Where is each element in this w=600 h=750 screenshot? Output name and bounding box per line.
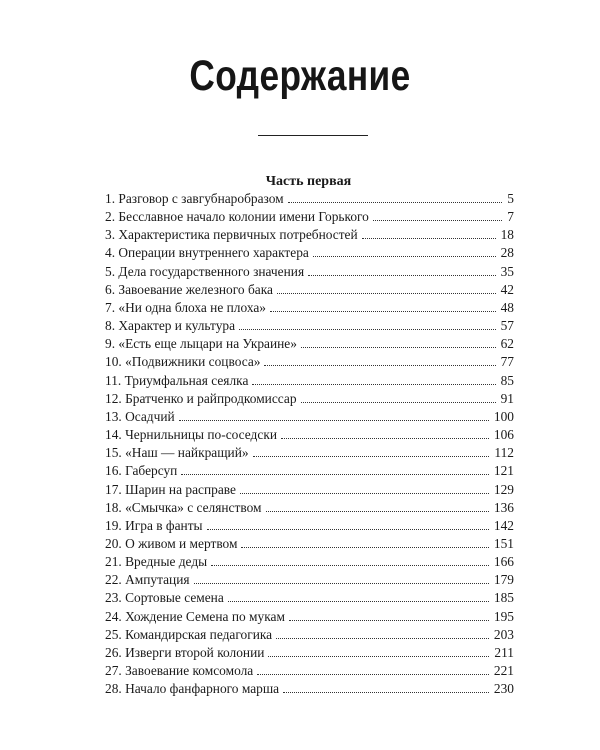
toc-entry-page: 106 [493, 427, 514, 443]
toc-entry-title: 7. «Ни одна блоха не плоха» [105, 299, 267, 315]
toc-entry-page: 121 [493, 463, 514, 479]
toc-dot-leader [308, 275, 496, 276]
toc-dot-leader [194, 583, 489, 584]
toc-entry-page: 151 [493, 535, 514, 551]
toc-entry-title: 27. Завоевание комсомола [105, 663, 254, 679]
toc-dot-leader [211, 565, 489, 566]
toc-entry-page: 166 [493, 554, 514, 570]
toc-dot-leader [288, 202, 503, 203]
toc-entry-page: 7 [507, 209, 514, 225]
toc-entry-title: 13. Осадчий [105, 408, 175, 424]
toc-dot-leader [289, 620, 489, 621]
toc-entry-title: 19. Игра в фанты [105, 517, 203, 533]
toc-entry [105, 444, 514, 462]
toc-entry-title: 25. Командирская педагогика [105, 626, 273, 642]
toc-entry-page: 112 [494, 445, 514, 461]
toc-entry [105, 208, 514, 226]
toc-entry [105, 608, 514, 626]
toc-entry-page: 85 [500, 372, 514, 388]
toc-dot-leader [362, 238, 496, 239]
toc-entry-title: 3. Характеристика первичных потребностей [105, 227, 358, 243]
toc-entry [105, 589, 514, 607]
toc-dot-leader [253, 456, 490, 457]
toc-entry-page: 129 [493, 481, 514, 497]
toc-entry-title: 9. «Есть еще лыцари на Украине» [105, 336, 297, 352]
toc-entry [105, 535, 514, 553]
toc-entry [105, 372, 514, 390]
toc-entry [105, 481, 514, 499]
toc-entry-title: 14. Чернильницы по-соседски [105, 427, 277, 443]
toc-entry-page: 195 [493, 608, 514, 624]
toc-entry [105, 517, 514, 535]
toc-dot-leader [281, 438, 489, 439]
title-divider [258, 135, 368, 136]
toc-entry-title: 23. Сортовые семена [105, 590, 224, 606]
toc-entry-title: 15. «Наш — найкращий» [105, 445, 249, 461]
toc-entry [105, 299, 514, 317]
toc-entry [105, 317, 514, 335]
toc-dot-leader [301, 402, 496, 403]
toc-entry-page: 57 [500, 318, 514, 334]
toc-entry-title: 8. Характер и культура [105, 318, 236, 334]
toc-entry-title: 2. Бесславное начало колонии имени Горького [105, 209, 369, 225]
toc-entry [105, 662, 514, 680]
toc-entry-page: 136 [493, 499, 514, 515]
toc-entry-title: 24. Хождение Семена по мукам [105, 608, 285, 624]
toc-entry-page: 62 [500, 336, 514, 352]
toc-entry [105, 190, 514, 208]
toc-dot-leader [252, 384, 495, 385]
toc-entry-page: 221 [493, 663, 514, 679]
toc-entry [105, 499, 514, 517]
toc-entry [105, 353, 514, 371]
toc-dot-leader [228, 601, 489, 602]
toc-entry-page: 100 [493, 408, 514, 424]
toc-entry-page: 230 [493, 681, 514, 697]
toc-entry [105, 244, 514, 262]
page-title: Содержание [189, 52, 411, 100]
toc-dot-leader [241, 547, 488, 548]
toc-dot-leader [239, 329, 496, 330]
toc-dot-leader [313, 256, 496, 257]
toc-dot-leader [179, 420, 489, 421]
toc-dot-leader [266, 511, 489, 512]
toc-entry [105, 226, 514, 244]
toc-entry-title: 12. Братченко и райпродкомиссар [105, 390, 297, 406]
toc-entry [105, 644, 514, 662]
toc-dot-leader [240, 493, 489, 494]
toc-entry-title: 18. «Смычка» с селянством [105, 499, 262, 515]
toc-entry-title: 20. О живом и мертвом [105, 535, 238, 551]
toc-dot-leader [276, 638, 489, 639]
toc-entry-title: 1. Разговор с завгубнаробразом [105, 191, 284, 206]
toc-entry [105, 390, 514, 408]
toc-entry [105, 408, 514, 426]
table-of-contents [105, 190, 514, 698]
toc-entry [105, 680, 514, 698]
toc-entry [105, 462, 514, 480]
toc-dot-leader [277, 293, 496, 294]
toc-dot-leader [264, 365, 495, 366]
toc-entry-title: 11. Триумфальная сеялка [105, 372, 249, 388]
toc-entry-page: 142 [493, 517, 514, 533]
toc-dot-leader [373, 220, 502, 221]
part-heading: Часть первая [265, 174, 352, 189]
toc-entry-title: 26. Изверги второй колонии [105, 644, 265, 660]
toc-entry-page: 203 [493, 626, 514, 642]
toc-entry [105, 626, 514, 644]
toc-entry-page: 42 [500, 281, 514, 297]
toc-dot-leader [268, 656, 489, 657]
toc-entry-page: 179 [493, 572, 514, 588]
toc-entry-title: 17. Шарин на расправе [105, 481, 236, 497]
toc-entry-page: 77 [500, 354, 514, 370]
toc-entry [105, 553, 514, 571]
toc-entry-page: 91 [500, 390, 514, 406]
toc-entry-page: 28 [500, 245, 514, 261]
toc-dot-leader [207, 529, 489, 530]
toc-dot-leader [283, 692, 489, 693]
toc-entry-page: 35 [500, 263, 514, 279]
toc-entry-title: 10. «Подвижники соцвоса» [105, 354, 261, 370]
toc-dot-leader [301, 347, 496, 348]
toc-entry-title: 22. Ампутация [105, 572, 190, 588]
toc-entry [105, 426, 514, 444]
toc-dot-leader [270, 311, 496, 312]
toc-dot-leader [257, 674, 489, 675]
toc-entry-page: 18 [500, 227, 514, 243]
toc-entry-title: 28. Начало фанфарного марша [105, 681, 280, 697]
toc-entry-page: 48 [500, 299, 514, 315]
toc-entry-title: 21. Вредные деды [105, 554, 208, 570]
toc-entry [105, 335, 514, 353]
toc-entry [105, 281, 514, 299]
toc-entry-title: 16. Габерсуп [105, 463, 178, 479]
toc-entry-page: 185 [493, 590, 514, 606]
toc-entry-page: 5 [507, 191, 514, 206]
toc-entry-title: 5. Дела государственного значения [105, 263, 305, 279]
toc-entry-title: 6. Завоевание железного бака [105, 281, 273, 297]
toc-entry [105, 263, 514, 281]
toc-dot-leader [181, 474, 489, 475]
toc-entry-title: 4. Операции внутреннего характера [105, 245, 309, 261]
toc-entry [105, 571, 514, 589]
toc-entry-page: 211 [494, 644, 514, 660]
